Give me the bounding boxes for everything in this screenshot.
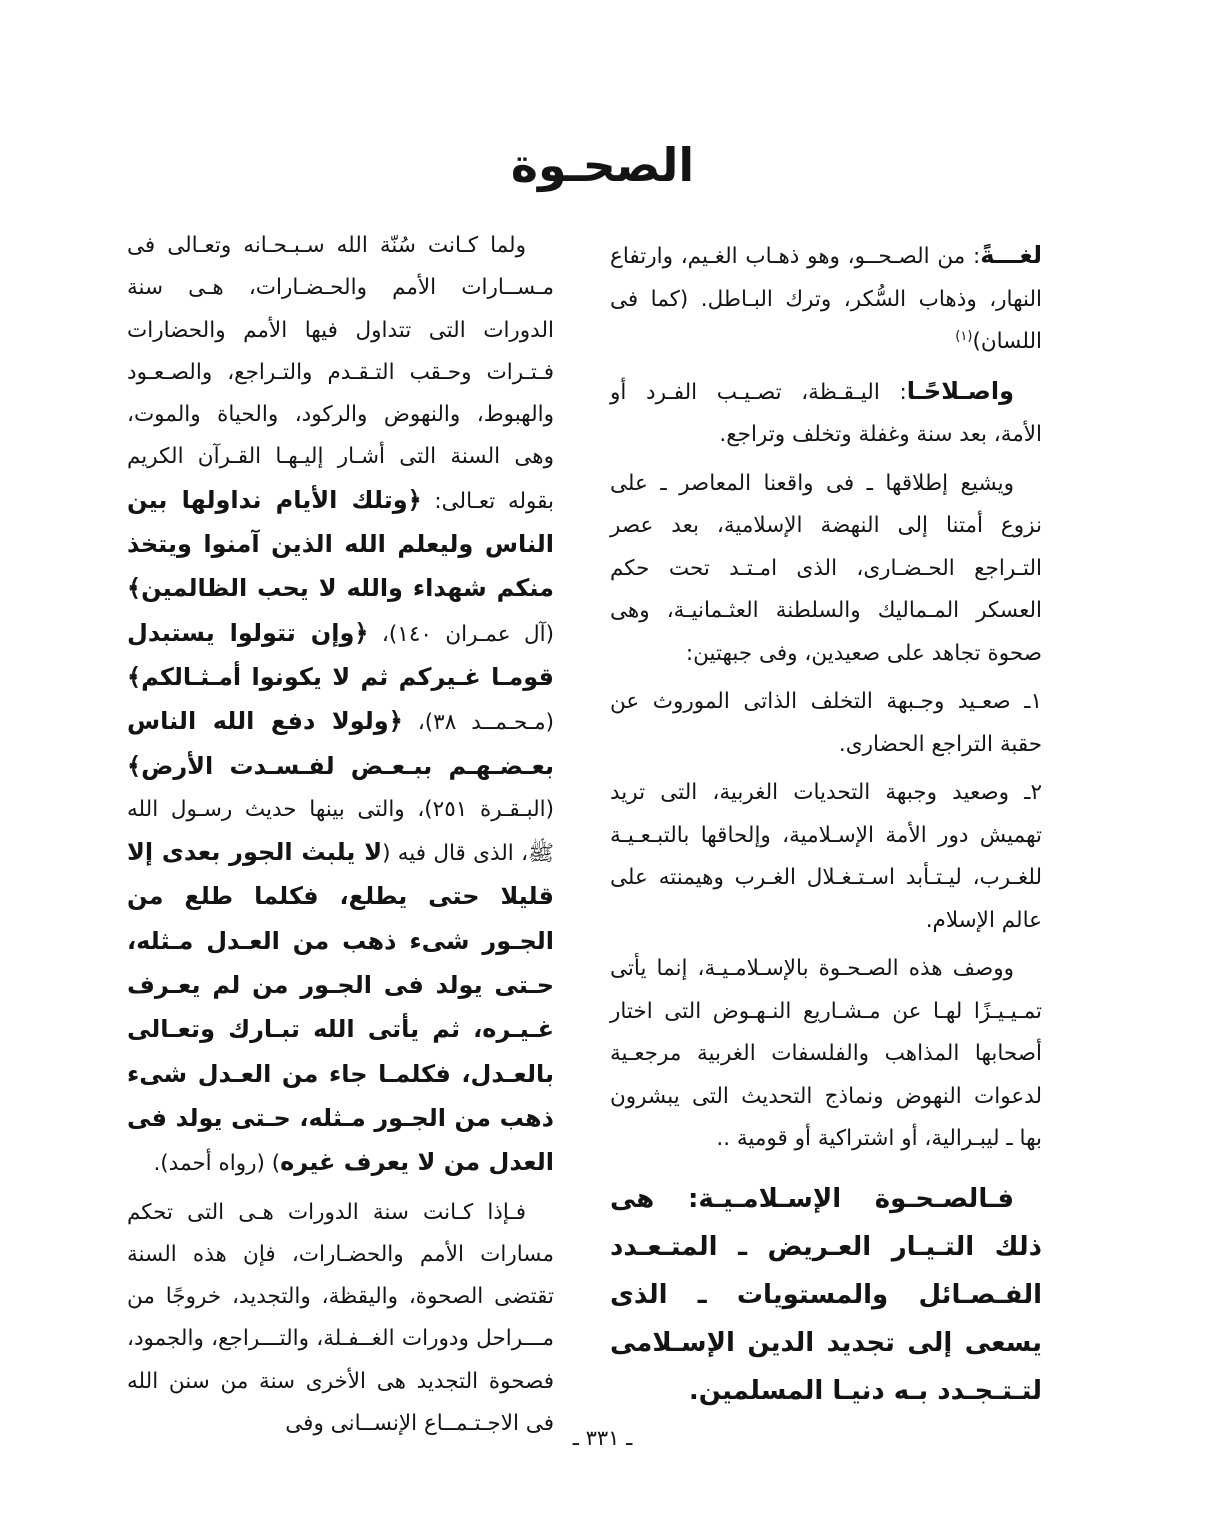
hadith-ref: ) (رواه أحمد). <box>153 1151 281 1177</box>
definition-language-text: : من الصـحــو، وهو ذهـاب الغـيم، وارتفاع النهار، وذهاب السُّكر، وترك البـاطل. (كما فى اللسان) <box>610 244 1042 354</box>
page-number: ـ ٣٣١ ـ <box>572 1426 633 1450</box>
quran-quote-1: ﴿وتلك الأيام نداولها بين الناس وليعلم الله الذين آمنوا ويتخذ منكم شهداء والله لا يحب الظالمين﴾ <box>127 485 554 603</box>
conclusion-definition: فـالصـحـوة الإسـلامـيـة: هى ذلك التـيـار العـريض ـ المتـعـدد الفـصـائل والمستويات ـ الذى يسعى إلى تجديد الدين الإسـلامى لتـتـجـدد بـه دنيـا المسلمين. <box>610 1183 1042 1406</box>
quran-ref-1: (آل عمـران ١٤٠)، <box>368 621 554 647</box>
quran-ref-2: (مـحـمــد ٣٨)، <box>402 710 554 736</box>
term-language: لغـــةً <box>980 241 1042 269</box>
hadith-quote: لا يلبث الجور بعدى إلا قليلا حتى يطلع، فكلما طلع من الجـور شىء ذهب من العـدل مـثله، حـتى يولد فى الجـور من لم يعـرف غـيـره، ثم يأتى الله تبـارك وتعـالى بالعـدل، فكلمـا جاء من العـدل شىء ذهب من الجـور مـثله، حـتى يولد فى العدل من لا يعرف غيره <box>127 838 554 1177</box>
paragraph-usage: ويشيع إطلاقها ـ فى واقعنا المعاصر ـ على نزوع أمتنا إلى النهضة الإسلامية، بعد عصر التـراجع الحـضـارى، الذى امـتـد تحت حكم العسكر المـماليك والسلطنة العثـمانيـة، وهى صحوة تجاهد على صعيدين، وفى جبهتين: <box>610 470 1042 666</box>
footnote-mark: (١) <box>955 328 973 344</box>
term-technical: واصـلاحًـا <box>906 376 1014 405</box>
paragraph-renewal: فـإذا كـانت سنة الدورات هـى التى تحكم مسارات الأمم والحضـارات، فإن هذه السنة تقتضى الصحوة، واليقظة، والتجديد، خروجًا من مـــراحل ودورات الغــفـلة، والتـــراجع، والجمود، فصحوة التجديد هى الأخرى سنة من سنن الله فى الاجـتـمــاع الإنســانى وفى <box>127 1199 554 1437</box>
paragraph-description: ووصف هذه الصـحـوة بالإسـلامـيـة، إنما يأتى تمـيـيـزًا لهـا عن مـشـاريع النـهـوض التى اختار أصحابها المذاهب والفلسفات الغربية مرجعـية لدعوات النهوض ونماذج التحديث التى يبشرون بها ـ ليبـرالية، أو اشتراكية أو قومية .. <box>610 956 1042 1151</box>
definition-language <box>610 234 1042 364</box>
page-title: الصحـوة <box>510 138 695 192</box>
paragraph-sunna <box>127 225 554 1186</box>
list-item-2: ٢ـ وصعيد وجبهة التحديات الغربية، التى تريد تهميش دور الأمة الإسـلامية، وإلحاقها بالتبـعـيـة للغـرب، ليـتـأبد اسـتـغـلال الغـرب وهيمنته على عالم الإسلام. <box>610 780 1042 933</box>
definition-term-text: : اليـقـظة، تصـيـب الفـرد أو الأمة، بعد سنة وغفلة وتخلف وتراجع. <box>610 379 1042 447</box>
quran-ref-3: (البـقـرة ٢٥١)، والتى بينها حديث رسـول الله ﷺ، الذى قال فيه ( <box>127 796 554 867</box>
sunna-intro: ولما كـانت سُنّة الله سـبـحـانه وتعـالى فى مـســارات الأمم والحـضـارات، هـى سنة الدورات التى تتداول فيها الأمم والحضارات فـتـرات وحـقب التـقـدم والتـراجع، والصـعـود والهبوط، والنهوض والركود، والحياة والموت، وهى السنة التى أشـار إليـهـا القـرآن الكريم بقوله تعـالى: <box>127 233 554 514</box>
list-item-1: ١ـ صعـيد وجـبهة التخلف الذاتى الموروث عن حقبة التراجع الحضارى. <box>610 689 1042 757</box>
quran-quote-3: ﴿ولولا دفع الله الناس بعـضـهـم ببـعـض لفـسـدت الأرض﴾ <box>127 707 554 780</box>
left-column <box>127 225 554 1451</box>
quran-quote-2: ﴿وإن تتولوا يستبدل قومـا غـيركم ثم لا يكونوا أمـثـالكم﴾ <box>127 618 554 691</box>
right-column <box>610 234 1042 1421</box>
definition-term <box>610 370 1042 457</box>
